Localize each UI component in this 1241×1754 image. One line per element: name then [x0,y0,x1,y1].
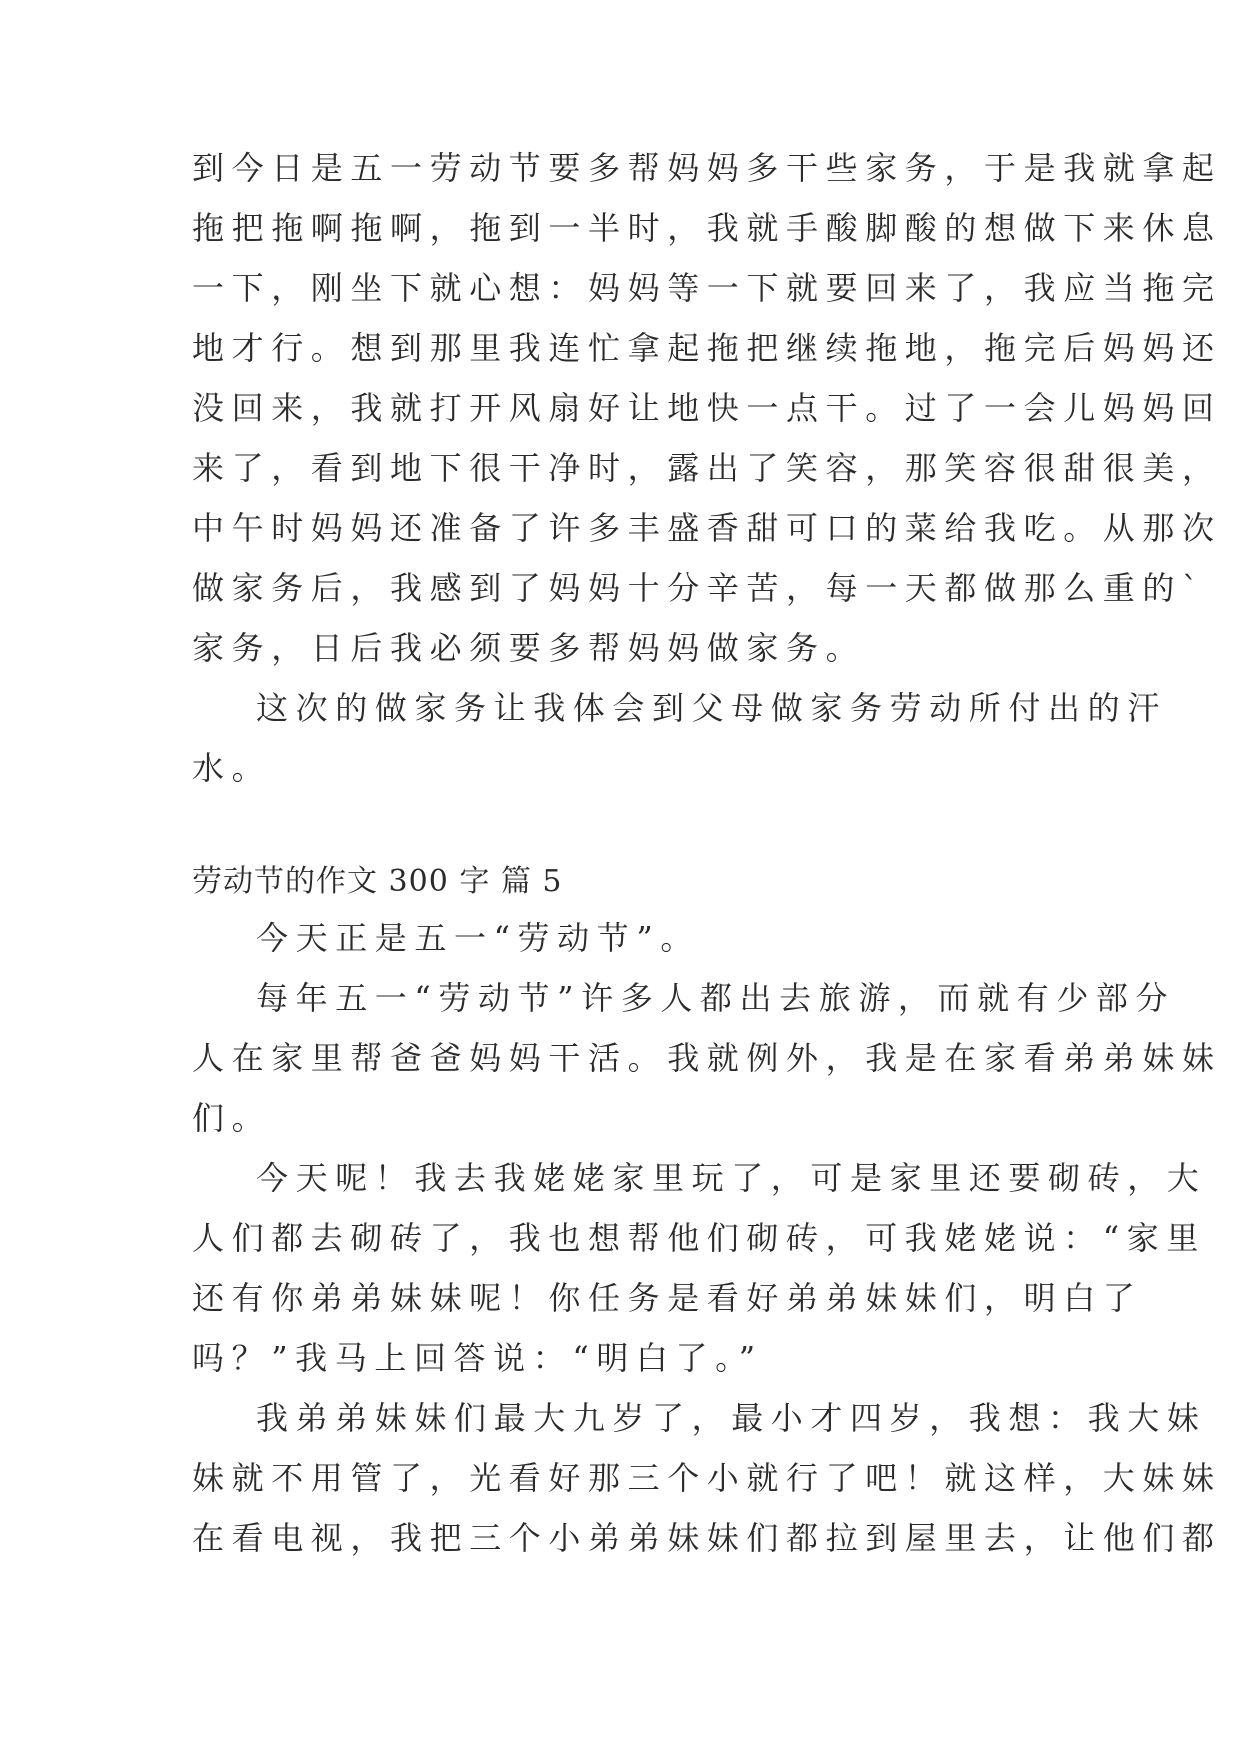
text-line: 人们都去砌砖了，我也想帮他们砌砖，可我姥姥说：“家里 [192,1219,1206,1257]
paragraph-first-line: 这次的做家务让我体会到父母做家务劳动所付出的汗 [256,689,1167,727]
paragraph-first-line: 今天正是五一“劳动节”。 [256,919,700,957]
text-line: 来了，看到地下很干净时，露出了笑容，那笑容很甜很美， [192,449,1222,487]
text-line: 到今日是五一劳动节要多帮妈妈多干些家务，于是我就拿起 [192,149,1222,187]
text-line: 们。 [192,1099,272,1137]
paragraph-first-line: 每年五一“劳动节”许多人都出去旅游，而就有少部分 [256,979,1176,1017]
text-line: 拖把拖啊拖啊，拖到一半时，我就手酸脚酸的想做下来休息 [192,209,1222,247]
text-line: 家务，日后我必须要多帮妈妈做家务。 [192,629,866,667]
text-line: 在看电视，我把三个小弟弟妹妹们都拉到屋里去，让他们都 [192,1519,1222,1557]
paragraph-first-line: 我弟弟妹妹们最大九岁了，最小才四岁，我想：我大妹 [256,1399,1207,1437]
text-line: 一下，刚坐下就心想：妈妈等一下就要回来了，我应当拖完 [192,269,1222,307]
text-line: 还有你弟弟妹妹呢！你任务是看好弟弟妹妹们，明白了 [192,1279,1143,1317]
text-line: 没回来，我就打开风扇好让地快一点干。过了一会儿妈妈回 [192,389,1222,427]
paragraph-first-line: 今天呢！我去我姥姥家里玩了，可是家里还要砌砖，大 [256,1159,1207,1197]
text-line: 地才行。想到那里我连忙拿起拖把继续拖地，拖完后妈妈还 [192,329,1222,367]
text-line: 中午时妈妈还准备了许多丰盛香甜可口的菜给我吃。从那次 [192,509,1222,547]
text-line: 吗？”我马上回答说：“明白了。” [192,1339,763,1377]
text-line: 人在家里帮爸爸妈妈干活。我就例外，我是在家看弟弟妹妹 [192,1039,1222,1077]
section-heading: 劳动节的作文 300 字 篇 5 [192,864,563,899]
text-line: 妹就不用管了，光看好那三个小就行了吧！就这样，大妹妹 [192,1459,1222,1497]
text-line: 做家务后，我感到了妈妈十分辛苦，每一天都做那么重的` [192,569,1206,607]
text-line: 水。 [192,749,272,787]
